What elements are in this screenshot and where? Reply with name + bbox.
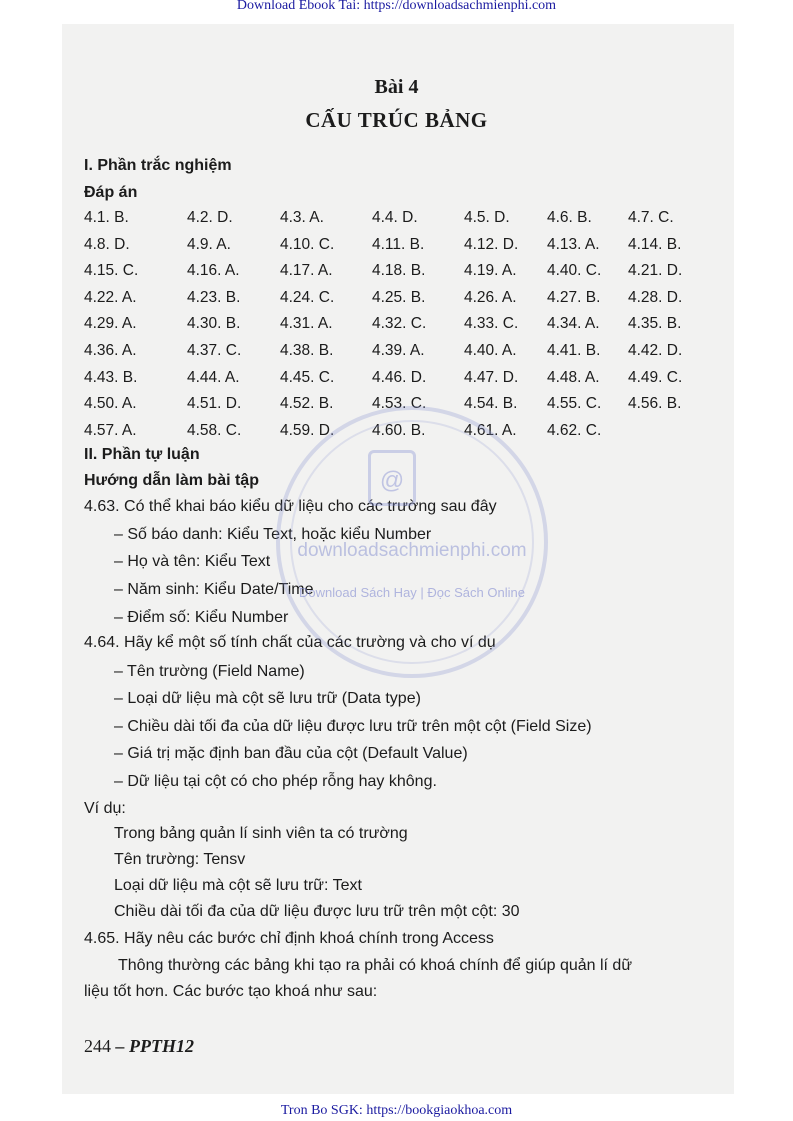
download-banner[interactable]: Download Ebook Tai: https://downloadsachmienphi.com — [236, 0, 557, 13]
answer-cell: 4.47. D. — [464, 368, 519, 386]
list-item: – Giá trị mặc định ban đầu của cột (Default Value) — [114, 745, 468, 762]
page-footer — [84, 1036, 194, 1057]
answer-cell: 4.27. B. — [547, 288, 601, 306]
answer-row — [84, 422, 724, 449]
example-line: Loại dữ liệu mà cột sẽ lưu trữ: Text — [114, 877, 362, 894]
answer-cell: 4.17. A. — [280, 262, 333, 280]
lesson-title: Bài 4 — [374, 76, 419, 98]
answer-cell: 4.30. B. — [187, 315, 241, 333]
answer-cell: 4.15. C. — [84, 262, 139, 280]
answer-row — [84, 236, 724, 263]
answer-row — [84, 262, 724, 289]
answer-cell: 4.12. D. — [464, 235, 519, 253]
answer-key-label: Đáp án — [84, 184, 138, 201]
answer-cell: 4.16. A. — [187, 262, 240, 280]
answer-cell: 4.61. A. — [464, 421, 517, 439]
answer-cell: 4.3. A. — [280, 209, 324, 226]
answer-cell: 4.42. D. — [628, 341, 683, 359]
answer-row — [84, 315, 724, 342]
paragraph-line: Thông thường các bảng khi tạo ra phải có khoá chính để giúp quản lí dữ — [118, 957, 633, 974]
answer-cell: 4.29. A. — [84, 315, 137, 333]
answer-cell: 4.10. C. — [280, 235, 335, 253]
answer-cell: 4.46. D. — [372, 368, 427, 386]
answer-cell: 4.48. A. — [547, 368, 600, 386]
page-number: 244 — [84, 1036, 111, 1056]
list-item: – Họ và tên: Kiểu Text — [114, 553, 271, 570]
answer-row — [84, 209, 724, 236]
answer-cell: 4.4. D. — [372, 209, 418, 226]
answer-cell: 4.9. A. — [187, 235, 231, 253]
answer-cell: 4.8. D. — [84, 235, 130, 253]
section-heading-essay: II. Phần tự luận — [84, 446, 200, 463]
answer-cell: 4.52. B. — [280, 395, 334, 413]
answer-cell: 4.45. C. — [280, 368, 335, 386]
answer-cell: 4.37. C. — [187, 341, 242, 359]
answer-cell: 4.57. A. — [84, 421, 137, 439]
watermark-tagline: Download Sách Hay | Đọc Sách Online — [299, 585, 525, 600]
list-item: – Điểm số: Kiểu Number — [114, 609, 289, 626]
answer-cell: 4.38. B. — [280, 341, 334, 359]
answer-cell: 4.59. D. — [280, 421, 335, 439]
example-line: Trong bảng quản lí sinh viên ta có trường — [114, 825, 408, 842]
answer-cell: 4.5. D. — [464, 209, 510, 226]
answer-cell: 4.44. A. — [187, 368, 240, 386]
answer-cell: 4.32. C. — [372, 315, 427, 333]
list-item: – Năm sinh: Kiểu Date/Time — [114, 581, 314, 598]
question-4-63: 4.63. Có thể khai báo kiểu dữ liệu cho các trường sau đây — [84, 498, 497, 515]
list-item: – Loại dữ liệu mà cột sẽ lưu trữ (Data type) — [114, 690, 421, 707]
answer-key-grid — [84, 209, 724, 448]
list-item: – Tên trường (Field Name) — [114, 663, 305, 680]
answer-cell: 4.40. C. — [547, 262, 602, 280]
answer-cell: 4.23. B. — [187, 288, 241, 306]
sgk-banner[interactable]: Tron Bo SGK: https://bookgiaokhoa.com — [280, 1103, 513, 1118]
answer-cell: 4.53. C. — [372, 395, 427, 413]
answer-cell: 4.58. C. — [187, 421, 242, 439]
answer-row — [84, 395, 724, 422]
example-line: Chiều dài tối đa của dữ liệu được lưu trữ trên một cột: 30 — [114, 903, 520, 920]
answer-cell: 4.21. D. — [628, 262, 683, 280]
answer-cell: 4.40. A. — [464, 341, 517, 359]
paragraph-line: liệu tốt hơn. Các bước tạo khoá như sau: — [84, 983, 378, 1000]
answer-cell: 4.54. B. — [464, 395, 518, 413]
list-item: – Số báo danh: Kiểu Text, hoặc kiểu Number — [114, 526, 432, 543]
book-at-icon: @ — [368, 450, 416, 506]
answer-cell: 4.26. A. — [464, 288, 517, 306]
answer-cell: 4.34. A. — [547, 315, 600, 333]
answer-cell: 4.43. B. — [84, 368, 138, 386]
book-code: – PPTH12 — [115, 1036, 194, 1056]
answer-cell: 4.11. B. — [372, 235, 425, 253]
answer-cell: 4.41. B. — [547, 341, 601, 359]
answer-row — [84, 369, 724, 396]
answer-cell: 4.2. D. — [187, 209, 233, 226]
question-4-64: 4.64. Hãy kể một số tính chất của các trường và cho ví dụ — [84, 634, 496, 651]
answer-cell: 4.6. B. — [547, 209, 592, 226]
answer-cell: 4.25. B. — [372, 288, 426, 306]
answer-cell: 4.7. C. — [628, 209, 674, 226]
answer-cell: 4.1. B. — [84, 209, 129, 226]
answer-cell: 4.51. D. — [187, 395, 242, 413]
list-item: – Chiều dài tối đa của dữ liệu được lưu trữ trên một cột (Field Size) — [114, 718, 592, 735]
answer-cell: 4.28. D. — [628, 288, 683, 306]
answer-row — [84, 289, 724, 316]
answer-cell: 4.36. A. — [84, 341, 137, 359]
list-item: – Dữ liệu tại cột có cho phép rỗng hay không. — [114, 773, 437, 790]
answer-cell: 4.60. B. — [372, 421, 426, 439]
answer-row — [84, 342, 724, 369]
answer-cell: 4.35. B. — [628, 315, 682, 333]
example-label: Ví dụ: — [84, 800, 126, 817]
answer-cell: 4.14. B. — [628, 235, 682, 253]
answer-cell: 4.50. A. — [84, 395, 137, 413]
answer-cell: 4.39. A. — [372, 341, 425, 359]
answer-cell: 4.18. B. — [372, 262, 426, 280]
answer-cell: 4.22. A. — [84, 288, 137, 306]
answer-cell: 4.19. A. — [464, 262, 517, 280]
answer-cell: 4.13. A. — [547, 235, 600, 253]
section-heading-multiple-choice: I. Phần trắc nghiệm — [84, 157, 232, 174]
watermark-site: downloadsachmienphi.com — [297, 540, 527, 561]
question-4-65: 4.65. Hãy nêu các bước chỉ định khoá chính trong Access — [84, 930, 494, 947]
answer-cell: 4.62. C. — [547, 421, 602, 439]
answer-cell: 4.24. C. — [280, 288, 335, 306]
answer-cell: 4.56. B. — [628, 395, 682, 413]
answer-cell: 4.33. C. — [464, 315, 519, 333]
answer-cell: 4.49. C. — [628, 368, 683, 386]
lesson-subtitle: CẤU TRÚC BẢNG — [305, 108, 488, 132]
answer-cell: 4.55. C. — [547, 395, 602, 413]
example-line: Tên trường: Tensv — [114, 851, 246, 868]
answer-cell: 4.31. A. — [280, 315, 333, 333]
exercise-guide-heading: Hướng dẫn làm bài tập — [84, 472, 259, 489]
